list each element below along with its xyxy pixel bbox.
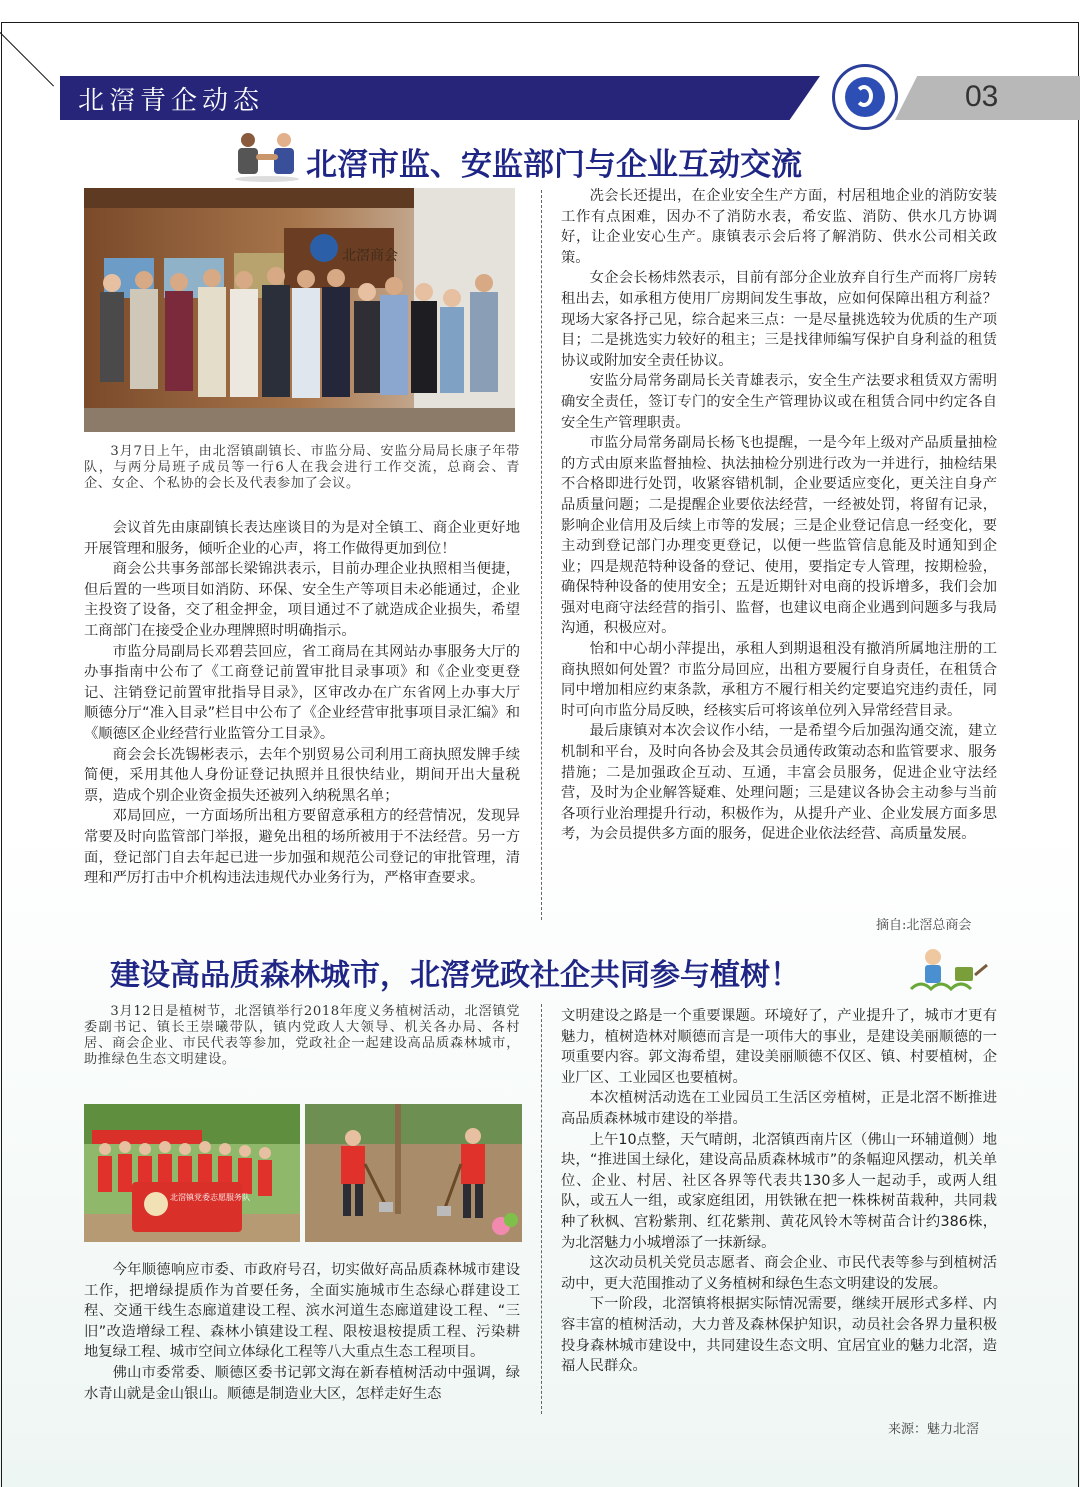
handshake-people-icon: [232, 130, 302, 182]
volunteer-group-photo: [84, 1104, 300, 1242]
article1-paragraph: 市监分局常务副局长杨飞也提醒，一是今年上级对产品质量抽检的方式由原来监督抽检、执法抽检分别进行改为一并进行，抽检结果不合格即进行处罚，收紧容错机制，企业要适应变化，更关注自身产品质量问题；二是提醒企业要依法经营，一经被处罚，将留有记录，影响企业信用及后续上市等的发展；三是企业登记信息一经变化，要主动到登记部门办理变更登记，以便一些监管信息能及时通知到企业；四是规范特种设备的登记、使用，要指定专人管理，按期检验，确保特种设备的使用安全；五是近期针对电商的投诉增多，我们会加强对电商守法经营的指引、监督，也建议电商企业遇到问题多与我局沟通，积极应对。: [561, 435, 997, 637]
article1-source: 摘自:北滘总商会: [876, 918, 972, 933]
wall-sign: 北滘商会: [342, 248, 398, 264]
meeting-group-photo: [84, 188, 515, 432]
page-number: 03: [965, 80, 999, 113]
banner-text: 北滘镇党委志愿服务队: [170, 1193, 250, 1202]
article2-title: 建设高品质森林城市，北滘党政社企共同参与植树！: [110, 958, 800, 993]
article1-paragraph: 邓局回应，一方面场所出租方要留意承租方的经营情况，发现异常要及时向监管部门举报，避免出租的场所被用于不法经营。另一方面，登记部门自去年起已进一步加强和规范公司登记的审批管理，清理和严厉打击中介机构违法违规代办业务行为，严格审查要求。: [84, 808, 520, 887]
tree-planting-photo: [305, 1104, 522, 1242]
article1-paragraph: 商会公共事务部部长梁锦洪表示，目前办理企业执照相当便捷，但后置的一些项目如消防、环保、安全生产等项目未必能通过，企业主投资了设备，交了租金押金，项目通过不了就造成企业损失，希望工商部门在接受企业办理牌照时明确指示。: [84, 561, 520, 639]
article2-source: 来源：魅力北滘: [888, 1422, 980, 1437]
article2-paragraph: 佛山市委常委、顺德区委书记郭文海在新春植树活动中强调，绿水青山就是金山银山。顺德是制造业大区，怎样走好生态: [84, 1364, 520, 1402]
article1-paragraph: 市监分局副局长邓碧芸回应，省工商局在其网站办事服务大厅的办事指南中公布了《工商登记前置审批目录事项》和《企业变更登记、注销登记前置审批指导目录》，区审改办在广东省网上办事大厅顺德分厅“准入目录”栏目中公布了《企业经营审批事项目录汇编》和《顺德区企业经营行业监管分工目录》。: [84, 643, 520, 742]
article1-left-column: [84, 518, 520, 889]
article2-intro: 3月12日是植树节，北滘镇举行2018年度义务植树活动，北滘镇党委副书记、镇长王崇曦带队，镇内党政人大领导、机关各办局、各村居、商会企业、市民代表等参加，党政社企一起建设高品质森林城市，助推绿色生态文明建设。: [84, 1004, 520, 1067]
article2-paragraph: 本次植树活动选在工业园员工生活区旁植树，正是北滘不断推进高品质森林城市建设的举措。: [561, 1090, 997, 1127]
article2-paragraph: 今年顺德响应市委、市政府号召，切实做好高品质森林城市建设工作，把增绿提质作为首要任务，全面实施城市生态绿心群建设工程、交通干线生态廊道建设工程、滨水河道生态廊道建设工程、“三旧”改造增绿工程、森林小镇建设工程、限桉退桉提质工程、污染耕地复绿工程、城市空间立体绿化工程等八大重点生态工程项目。: [84, 1262, 520, 1361]
article2-paragraph: 下一阶段，北滘镇将根据实际情况需要，继续开展形式多样、内容丰富的植树活动，大力普及森林保护知识，动员社会各界力量积极投身森林城市建设中，共同建设生态文明、宜居宜业的魅力北滘，造福人民群众。: [561, 1296, 997, 1375]
column-divider: [541, 1004, 542, 1414]
article1-paragraph: 商会会长冼锡彬表示，去年个别贸易公司利用工商执照发牌手续简便，采用其他人身份证登记执照并且很快结业，期间开出大量税票，造成个别企业资金损失还被列入纳税黑名单；: [84, 746, 520, 804]
article2-paragraph: 上午10点整，天气晴朗，北滘镇西南片区（佛山一环辅道侧）地块，“推进国土绿化，建设高品质森林城市”的条幅迎风摆动，机关单位、企业、村居、社区各界等代表共130多人一起动手，或两人组队，或五人一组，或家庭组团，用铁锹在把一株株树苗栽种，共同栽种了秋枫、宫粉紫荆、红花紫荆、黄花风铃木等树苗合计约386株，为北滘魅力小城增添了一抹新绿。: [561, 1131, 997, 1251]
chamber-logo-icon: [832, 64, 898, 130]
article1-paragraph: 最后康镇对本次会议作小结，一是希望今后加强沟通交流，建立机制和平台，及时向各协会及其会员通传政策动态和监管要求、服务措施；二是加强政企互动、互通，丰富会员服务，促进企业守法经营，及时为企业解答疑难、处理问题；三是建议各协会主动参与当前各项行业治理提升行动，积极作为，从提升产业、企业发展方面多思考，为会员提供多方面的服务，促进企业依法经营、高质量发展。: [561, 723, 997, 843]
article1-paragraph: 怡和中心胡小萍提出，承租人到期退租没有撤消所属地注册的工商执照如何处置？市监分局回应，出租方要履行自身责任，在租赁合同中增加相应约束条款，承租方不履行相关约定要追究违约责任，同时可向市监分局反映，经核实后可将该单位列入异常经营目录。: [561, 641, 997, 719]
column-divider: [541, 190, 542, 920]
article1-right-column: [561, 186, 997, 845]
article2-paragraph: 这次动员机关党员志愿者、商会企业、市民代表等参与到植树活动中，更大范围推动了义务植树和绿色生态文明建设的发展。: [561, 1255, 997, 1292]
article1-paragraph: 女企会长杨炜然表示，目前有部分企业放弃自行生产而将厂房转租出去，如承租方使用厂房期间发生事故，应如何保障出租方利益？现场大家各抒己见，综合起来三点：一是尽量挑选较为优质的生产项目；二是挑选实力较好的租主；三是找律师编写保护自身利益的租赁协议或附加安全责任协议。: [561, 270, 997, 369]
article2-right-column: [561, 1006, 997, 1377]
article1-paragraph: 安监分局常务副局长关青雄表示，安全生产法要求租赁双方需明确安全责任，签订专门的安全生产管理协议或在租赁合同中约定各自安全生产管理职责。: [561, 373, 997, 431]
article1-paragraph: 冼会长还提出，在企业安全生产方面，村居租地企业的消防安装工作有点困难，因办不了消防水表，希安监、消防、供水几方协调好，让企业安心生产。康镇表示会后将了解消防、供水公司相关政策。: [561, 188, 997, 266]
section-title: 北滘青企动态: [78, 86, 265, 116]
article1-paragraph: 会议首先由康副镇长表达座谈目的为是对全镇工、商企业更好地开展管理和服务，倾听企业的心声，将工作做得更加到位！: [84, 520, 520, 557]
article2-left-column: [84, 1260, 520, 1404]
article1-title: 北滘市监、安监部门与企业互动交流: [306, 147, 802, 183]
article1-intro: 3月7日上午，由北滘镇副镇长、市监分局、安监分局局长康子年带队，与两分局班子成员等一行6人在我会进行工作交流，总商会、青企、女企、个私协的会长及代表参加了会议。: [84, 444, 520, 491]
tree-planting-illustration-icon: [905, 945, 995, 995]
article2-paragraph: 文明建设之路是一个重要课题。环境好了，产业提升了，城市才更有魅力，植树造林对顺德而言是一项伟大的事业，是建设美丽顺德的一项重要内容。郭文海希望，建设美丽顺德不仅区、镇、村要植树，企业厂区、工业园区也要植树。: [561, 1008, 997, 1086]
